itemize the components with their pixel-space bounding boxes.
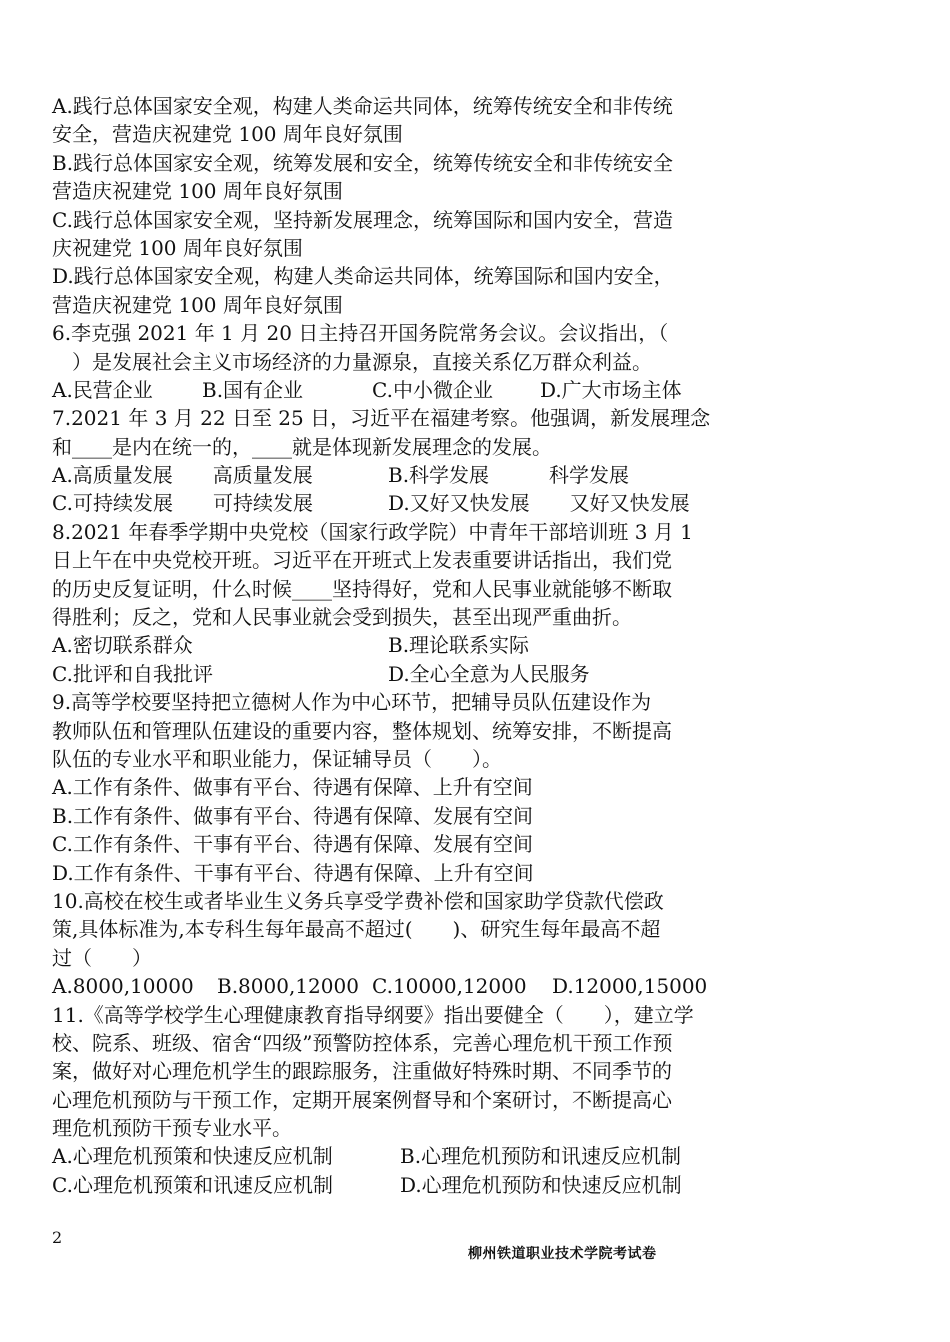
- option-c: C.中小微企业: [372, 377, 493, 402]
- question-9: [52, 688, 722, 887]
- option-c: C.可持续发展 可持续发展: [52, 491, 313, 516]
- option-a: A.8000,10000: [52, 974, 194, 999]
- page-number: 2: [52, 1228, 63, 1247]
- q5-option-b: [52, 149, 722, 206]
- question-stem-line: 的历史反复证明，什么时候____坚持得好，党和人民事业就能够不断取: [52, 576, 672, 601]
- option-c: C.10000,12000: [372, 974, 527, 999]
- question-stem-line: 和____是内在统一的，____就是体现新发展理念的发展。: [52, 434, 552, 459]
- option-d: D.又好又快发展 又好又快发展: [388, 491, 690, 516]
- question-8: [52, 518, 722, 688]
- question-11: [52, 1001, 722, 1200]
- question-10: [52, 887, 722, 1001]
- question-6: [52, 319, 722, 404]
- option-b: B.国有企业: [202, 377, 304, 402]
- question-stem-line: 7.2021 年 3 月 22 日至 25 日，习近平在福建考察。他强调，新发展理念: [52, 406, 711, 431]
- question-stem-line: 理危机预防干预专业水平。: [52, 1116, 292, 1141]
- question-stem-line: 10.高校在校生或者毕业生义务兵享受学费补偿和国家助学贷款代偿政: [52, 888, 664, 913]
- option-c: C.批评和自我批评: [52, 661, 213, 686]
- option-a: A.密切联系群众: [52, 633, 193, 658]
- option-d: D.广大市场主体: [540, 377, 682, 402]
- question-stem-line: ）是发展社会主义市场经济的力量源泉，直接关系亿万群众利益。: [52, 349, 652, 374]
- options-row: [52, 1171, 722, 1199]
- text-line: 安全，营造庆祝建党 100 周年良好氛围: [52, 122, 403, 147]
- text-line: D.践行总体国家安全观，构建人类命运共同体，统筹国际和国内安全，: [52, 264, 674, 289]
- option-d: D.工作有条件、干事有平台、待遇有保障、上升有空间: [52, 860, 534, 885]
- q5-option-a: [52, 92, 722, 149]
- option-a: A.民营企业: [52, 377, 153, 402]
- option-d: D.全心全意为人民服务: [388, 661, 590, 686]
- options-row: [52, 1142, 722, 1170]
- option-a: A.心理危机预策和快速反应机制: [52, 1144, 333, 1169]
- option-b: B.理论联系实际: [388, 633, 530, 658]
- option-a: A.工作有条件、做事有平台、待遇有保障、上升有空间: [52, 775, 533, 800]
- question-stem-line: 策,具体标准为,本专科生每年最高不超过( )、研究生每年最高不超: [52, 917, 661, 942]
- text-line: C.践行总体国家安全观，坚持新发展理念，统筹国际和国内安全，营造: [52, 207, 673, 232]
- question-stem-line: 11.《高等学校学生心理健康教育指导纲要》指出要健全（ ），建立学: [52, 1002, 694, 1027]
- question-stem-line: 队伍的专业水平和职业能力，保证辅导员（ ）。: [52, 746, 502, 771]
- text-line: 营造庆祝建党 100 周年良好氛围: [52, 179, 343, 204]
- option-b: B.工作有条件、做事有平台、待遇有保障、发展有空间: [52, 803, 534, 828]
- question-stem-line: 得胜利；反之，党和人民事业就会受到损失，甚至出现严重曲折。: [52, 605, 632, 630]
- text-line: B.践行总体国家安全观，统筹发展和安全，统筹传统安全和非传统安全: [52, 150, 674, 175]
- text-line: 营造庆祝建党 100 周年良好氛围: [52, 292, 343, 317]
- option-d: D.12000,15000: [552, 974, 708, 999]
- option-b: B.8000,12000: [217, 974, 359, 999]
- footer-school-name: 柳州铁道职业技术学院考试卷: [468, 1246, 657, 1262]
- option-b: B.心理危机预防和讯速反应机制: [400, 1144, 682, 1169]
- text-line: 庆祝建党 100 周年良好氛围: [52, 235, 303, 260]
- question-7: [52, 404, 722, 518]
- option-d: D.心理危机预防和快速反应机制: [400, 1172, 682, 1197]
- exam-page-content: [52, 92, 722, 1199]
- question-stem-line: 过（ ）: [52, 945, 152, 970]
- question-stem-line: 8.2021 年春季学期中央党校（国家行政学院）中青年干部培训班 3 月 1: [52, 519, 693, 544]
- question-stem-line: 日上午在中央党校开班。习近平在开班式上发表重要讲话指出，我们党: [52, 548, 672, 573]
- options-row: [52, 376, 722, 404]
- q5-option-d: [52, 262, 722, 319]
- question-stem-line: 心理危机预防与干预工作，定期开展案例督导和个案研讨，不断提高心: [52, 1087, 672, 1112]
- question-stem-line: 6.李克强 2021 年 1 月 20 日主持召开国务院常务会议。会议指出，（: [52, 321, 669, 346]
- options-row: [52, 972, 722, 1000]
- option-b: B.科学发展 科学发展: [388, 463, 630, 488]
- question-stem-line: 案，做好对心理危机学生的跟踪服务，注重做好特殊时期、不同季节的: [52, 1059, 672, 1084]
- options-row: [52, 631, 722, 659]
- q5-option-c: [52, 206, 722, 263]
- text-line: A.践行总体国家安全观，构建人类命运共同体，统筹传统安全和非传统: [52, 94, 673, 118]
- question-stem-line: 教师队伍和管理队伍建设的重要内容，整体规划、统筹安排，不断提高: [52, 718, 672, 743]
- options-row: [52, 461, 722, 489]
- options-row: [52, 489, 722, 517]
- option-c: C.心理危机预策和讯速反应机制: [52, 1172, 333, 1197]
- option-c: C.工作有条件、干事有平台、待遇有保障、发展有空间: [52, 832, 533, 857]
- question-stem-line: 9.高等学校要坚持把立德树人作为中心环节，把辅导员队伍建设作为: [52, 690, 652, 715]
- options-row: [52, 660, 722, 688]
- question-stem-line: 校、院系、班级、宿舍“四级”预警防控体系，完善心理危机干预工作预: [52, 1030, 673, 1055]
- option-a: A.高质量发展 高质量发展: [52, 463, 313, 488]
